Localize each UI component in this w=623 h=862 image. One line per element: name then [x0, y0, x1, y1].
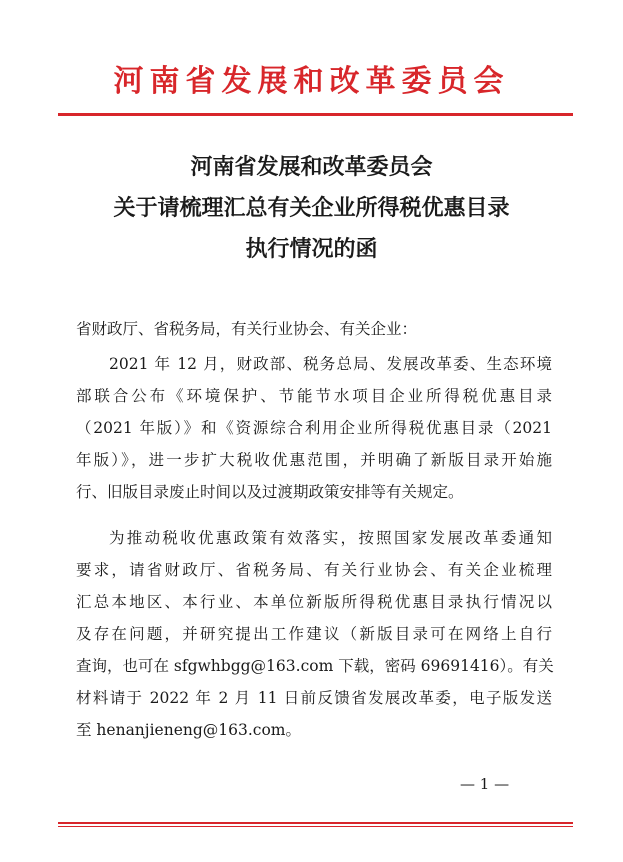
footer-red-rule-thin	[58, 826, 573, 827]
paragraph-line: 汇总本地区、本行业、本单位新版所得税优惠目录执行情况以	[76, 593, 552, 611]
paragraph-line: 年版）》，进一步扩大税收优惠范围，并明确了新版目录开始施	[76, 451, 552, 469]
paragraph-line: 材料请于 2022 年 2 月 11 日前反馈省发展改革委，电子版发送	[76, 689, 552, 707]
paragraph-line: 要求，请省财政厅、省税务局、有关行业协会、有关企业梳理	[76, 561, 552, 579]
paragraph-line: 行、旧版目录废止时间以及过渡期政策安排等有关规定。	[76, 483, 464, 501]
letterhead-red-rule	[58, 113, 573, 116]
salutation: 省财政厅、省税务局，有关行业协会、有关企业：	[76, 320, 418, 338]
paragraph-line: （2021 年版）》和《资源综合利用企业所得税优惠目录（2021	[76, 419, 552, 437]
paragraph-line: 部联合公布《环境保护、节能节水项目企业所得税优惠目录	[76, 387, 552, 405]
paragraph-line: 为推动税收优惠政策有效落实，按照国家发展改革委通知	[109, 529, 552, 547]
document-title	[0, 147, 623, 270]
body-paragraph-2	[76, 522, 552, 746]
paragraph-line: 至 henanjieneng@163.com。	[76, 721, 302, 739]
letterhead-org-name: 河南省发展和改革委员会	[113, 64, 510, 99]
body-paragraph-1	[76, 348, 552, 508]
title-line-2: 关于请梳理汇总有关企业所得税优惠目录	[113, 196, 510, 221]
title-line-1: 河南省发展和改革委员会	[190, 155, 433, 180]
paragraph-line: 2021 年 12 月，财政部、税务总局、发展改革委、生态环境	[109, 355, 552, 373]
paragraph-line: 及存在问题，并研究提出工作建议（新版目录可在网络上自行	[76, 625, 552, 643]
footer-red-rule	[58, 822, 573, 824]
page-number: — 1 —	[460, 775, 510, 793]
title-line-3: 执行情况的函	[245, 237, 378, 262]
paragraph-line: 查询，也可在 sfgwhbgg@163.com 下载，密码 69691416）。有关	[76, 657, 554, 675]
